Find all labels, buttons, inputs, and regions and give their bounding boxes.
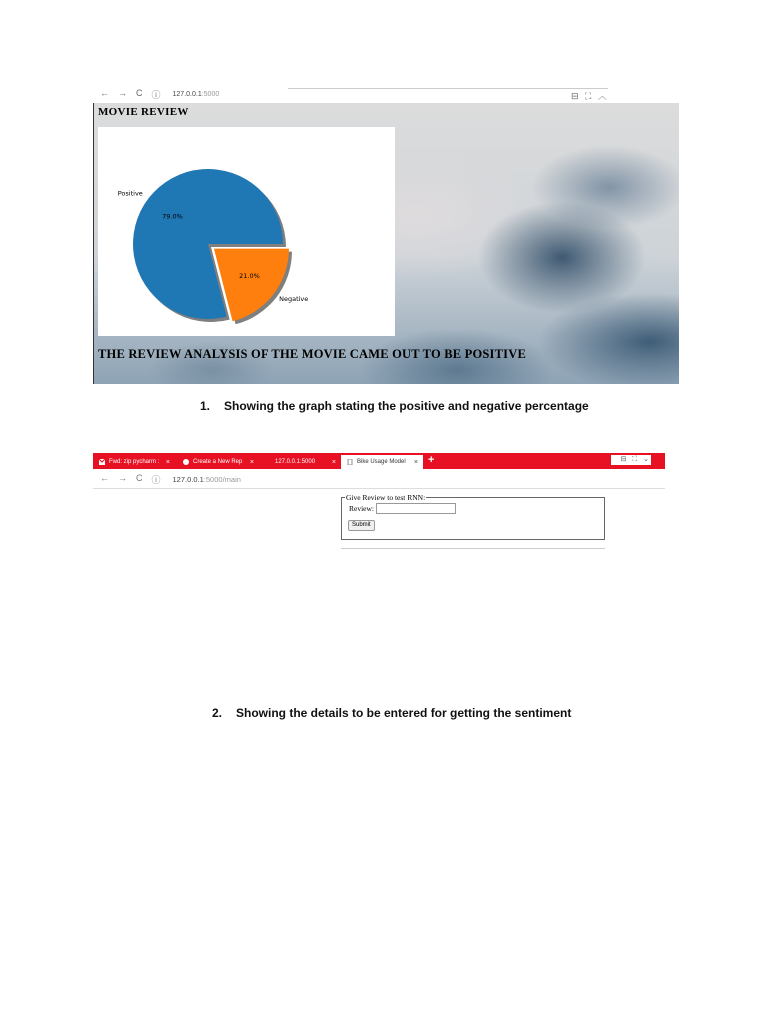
browser-address-bar bbox=[93, 470, 665, 489]
divider bbox=[288, 88, 608, 89]
tab-bike-usage-model[interactable] bbox=[341, 455, 423, 469]
tab-label: Create a New Rep bbox=[193, 459, 243, 465]
info-icon: ⓘ bbox=[151, 90, 161, 100]
pie-chart-panel bbox=[98, 127, 395, 336]
page-title: MOVIE REVIEW bbox=[98, 106, 189, 118]
caption-2 bbox=[212, 706, 571, 720]
tab-localhost[interactable] bbox=[261, 455, 341, 469]
pie-chart bbox=[98, 127, 395, 336]
fieldset-legend: Give Review to test RNN: bbox=[346, 493, 426, 502]
submit-button[interactable]: Submit bbox=[348, 520, 375, 531]
caption-number: 1. bbox=[200, 399, 211, 413]
window-controls[interactable]: ⊟ ⛶ ⌄ bbox=[611, 455, 651, 465]
back-icon[interactable]: ← bbox=[100, 88, 109, 98]
mail-icon bbox=[99, 459, 105, 465]
pie-percent-label: 21.0% bbox=[239, 272, 260, 281]
url-path: :5000/main bbox=[203, 474, 241, 484]
review-fieldset bbox=[341, 493, 605, 540]
forward-icon[interactable]: → bbox=[118, 88, 127, 98]
tab-github[interactable] bbox=[177, 455, 259, 469]
tab-label: Bike Usage Model bbox=[357, 459, 406, 465]
page-icon bbox=[347, 459, 353, 465]
review-form bbox=[341, 493, 605, 540]
divider bbox=[341, 548, 605, 549]
caption-1 bbox=[200, 399, 589, 413]
url-port: :5000 bbox=[201, 91, 220, 98]
new-tab-icon[interactable]: + bbox=[428, 454, 435, 466]
tab-label: 127.0.0.1:5000 bbox=[275, 459, 316, 465]
pie-percent-label: 79.0% bbox=[162, 212, 183, 221]
url-text[interactable] bbox=[173, 91, 220, 98]
reload-icon[interactable]: C bbox=[136, 88, 143, 98]
url-host: 127.0.0.1 bbox=[172, 91, 202, 98]
close-icon[interactable]: × bbox=[249, 458, 254, 466]
screenshot-review-form bbox=[93, 453, 665, 553]
tab-gmail[interactable] bbox=[93, 455, 175, 469]
info-icon: ⓘ bbox=[151, 474, 161, 485]
review-label: Review: bbox=[349, 504, 374, 513]
result-text: THE REVIEW ANALYSIS OF THE MOVIE CAME OUT TO BE POSITIVE bbox=[98, 347, 526, 361]
caption-text: Showing the details to be entered for getting the sentiment bbox=[236, 706, 572, 720]
forward-icon[interactable]: → bbox=[118, 472, 127, 483]
caption-text: Showing the graph stating the positive and negative percentage bbox=[224, 399, 589, 413]
caption-number: 2. bbox=[212, 706, 223, 720]
screenshot-movie-review bbox=[93, 86, 678, 384]
close-icon[interactable]: × bbox=[331, 458, 336, 466]
close-icon[interactable]: × bbox=[165, 458, 170, 466]
back-icon[interactable]: ← bbox=[100, 472, 109, 483]
pie-category-label: Positive bbox=[117, 189, 143, 198]
page-background bbox=[93, 103, 679, 384]
pie-category-label: Negative bbox=[279, 295, 309, 304]
close-icon[interactable]: × bbox=[413, 458, 418, 466]
reload-icon[interactable]: C bbox=[136, 472, 143, 483]
review-input[interactable] bbox=[376, 503, 456, 514]
window-controls[interactable]: ⊟ ⛶ ︿ bbox=[571, 91, 609, 101]
tab-label: Fwd: zip pycharm : bbox=[109, 459, 160, 465]
url-text[interactable] bbox=[173, 475, 241, 484]
tab-strip bbox=[93, 453, 665, 469]
review-row bbox=[349, 503, 456, 514]
github-icon bbox=[183, 459, 189, 465]
url-host: 127.0.0.1 bbox=[172, 474, 204, 484]
